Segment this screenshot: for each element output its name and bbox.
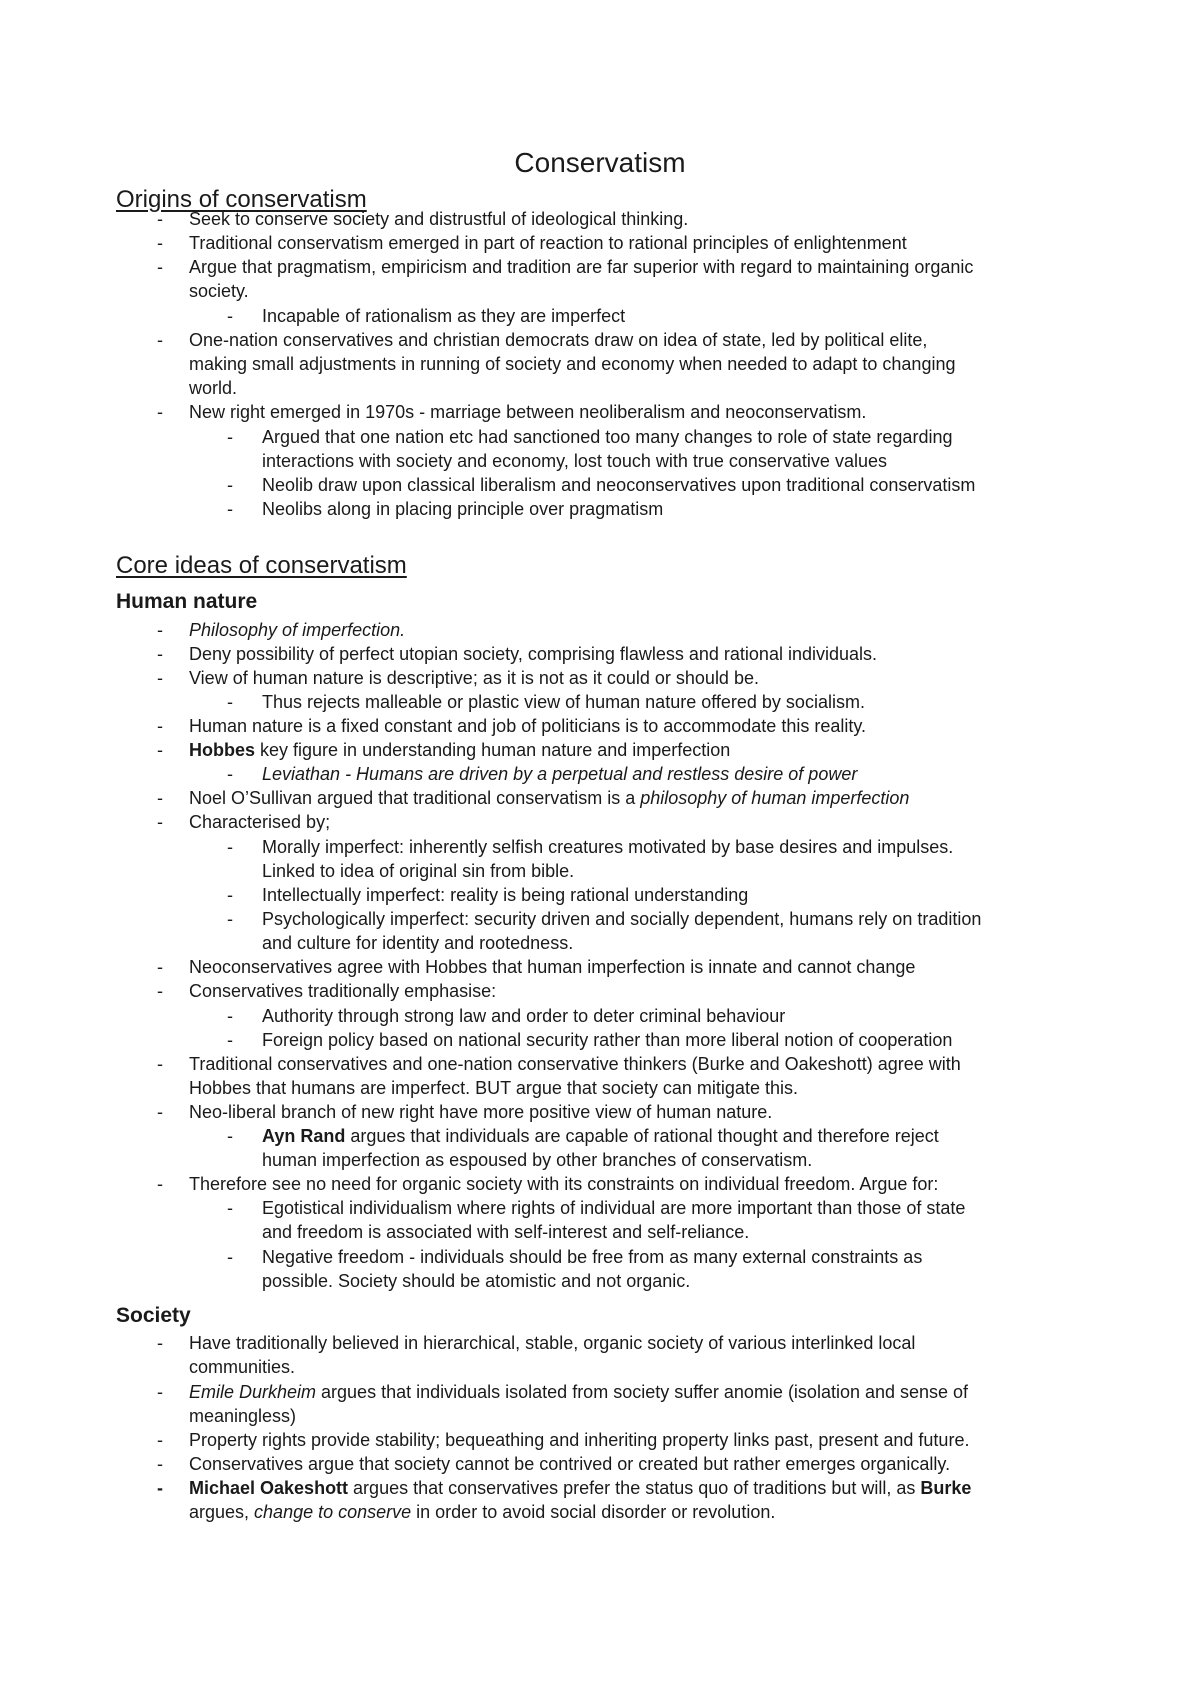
list-item-continuation: meaningless) [189, 1406, 297, 1426]
sub-list-item: Negative freedom - individuals should be free from as many external constraints as [262, 1247, 923, 1267]
list-item: One-nation conservatives and christian democrats draw on idea of state, led by political elite, [189, 330, 928, 350]
list-item: Neoconservatives agree with Hobbes that human imperfection is innate and cannot change [189, 957, 916, 977]
bullet-dash: - [157, 257, 163, 277]
bullet-dash: - [227, 885, 233, 905]
bullet-dash: - [157, 1430, 163, 1450]
bullet-dash: - [157, 644, 163, 664]
sub-list-item: Leviathan - Humans are driven by a perpetual and restless desire of power [262, 764, 858, 784]
list-item: Traditional conservatives and one-nation conservative thinkers (Burke and Oakeshott) agree with [189, 1054, 961, 1074]
sub-list-item-continuation: human imperfection as espoused by other branches of conservatism. [262, 1150, 813, 1170]
bullet-dash: - [227, 306, 233, 326]
sub-list-item-continuation: interactions with society and economy, lost touch with true conservative values [262, 451, 887, 471]
bullet-dash: - [227, 1247, 233, 1267]
bullet-dash: - [157, 740, 163, 760]
sub-list-item: Intellectually imperfect: reality is being rational understanding [262, 885, 749, 905]
sub-list-item: Thus rejects malleable or plastic view of human nature offered by socialism. [262, 692, 865, 712]
list-item: Have traditionally believed in hierarchical, stable, organic society of various interlinked local [189, 1333, 916, 1353]
list-item: Philosophy of imperfection. [189, 620, 406, 640]
list-item: Neo-liberal branch of new right have more positive view of human nature. [189, 1102, 773, 1122]
bullet-dash: - [157, 209, 163, 229]
bullet-dash: - [227, 764, 233, 784]
list-item: Human nature is a fixed constant and job of politicians is to accommodate this reality. [189, 716, 867, 736]
italic-phrase: philosophy of human imperfection [640, 788, 910, 808]
list-item [189, 738, 730, 762]
list-item: Characterised by; [189, 812, 331, 832]
document-title: Conservatism [514, 147, 686, 178]
section-heading-core-ideas: Core ideas of conservatism [116, 552, 407, 579]
bullet-dash: - [227, 499, 233, 519]
list-item-continuation: making small adjustments in running of society and economy when needed to adapt to changing [189, 354, 956, 374]
bold-name-burke: Burke [920, 1478, 972, 1498]
list-item: Deny possibility of perfect utopian society, comprising flawless and rational individuals. [189, 644, 878, 664]
bullet-dash: - [157, 330, 163, 350]
bullet-dash: - [157, 1054, 163, 1074]
bullet-dash: - [227, 692, 233, 712]
italic-name-durkheim: Emile Durkheim [189, 1382, 317, 1402]
sub-list-item-continuation: Linked to idea of original sin from bible. [262, 861, 575, 881]
bold-name-hobbes: Hobbes [189, 740, 256, 760]
list-item: Property rights provide stability; bequeathing and inheriting property links past, present and future. [189, 1430, 970, 1450]
sub-list-item: Neolib draw upon classical liberalism and neoconservatives upon traditional conservatism [262, 475, 976, 495]
bullet-dash: - [157, 402, 163, 422]
bullet-dash: - [157, 1478, 163, 1498]
text-run: argues, [189, 1502, 255, 1522]
sub-list-item [262, 1124, 939, 1148]
sub-list-item: Foreign policy based on national security rather than more liberal notion of cooperation [262, 1030, 953, 1050]
text-run: in order to avoid social disorder or revolution. [411, 1502, 776, 1522]
bullet-dash: - [227, 1198, 233, 1218]
italic-phrase: change to conserve [254, 1502, 412, 1522]
list-item [189, 1476, 971, 1500]
bullet-dash: - [227, 475, 233, 495]
sub-list-item-continuation: and culture for identity and rootedness. [262, 933, 574, 953]
bullet-dash: - [157, 668, 163, 688]
sub-list-item: Egotistical individualism where rights of individual are more important than those of state [262, 1198, 966, 1218]
bullet-dash: - [227, 1126, 233, 1146]
list-item: Argue that pragmatism, empiricism and tradition are far superior with regard to maintaining organic [189, 257, 974, 277]
list-item: Therefore see no need for organic society with its constraints on individual freedom. Argue for: [189, 1174, 939, 1194]
bullet-dash: - [157, 233, 163, 253]
bold-name-oakeshott: Michael Oakeshott [189, 1478, 349, 1498]
bullet-dash: - [157, 1454, 163, 1474]
bullet-dash: - [227, 909, 233, 929]
sub-list-item: Psychologically imperfect: security driven and socially dependent, humans rely on tradition [262, 909, 982, 929]
subheading-society: Society [116, 1304, 191, 1327]
text-run: argues that individuals are capable of rational thought and therefore reject [345, 1126, 939, 1146]
sub-list-item: Morally imperfect: inherently selfish creatures motivated by base desires and impulses. [262, 837, 954, 857]
bullet-dash: - [157, 981, 163, 1001]
bullet-dash: - [157, 1333, 163, 1353]
sub-list-item: Argued that one nation etc had sanctioned too many changes to role of state regarding [262, 427, 953, 447]
subheading-human-nature: Human nature [116, 590, 258, 613]
bullet-dash: - [157, 716, 163, 736]
bullet-dash: - [227, 837, 233, 857]
bullet-dash: - [157, 1174, 163, 1194]
sub-list-item-continuation: possible. Society should be atomistic and not organic. [262, 1271, 691, 1291]
text-run: argues that individuals isolated from society suffer anomie (isolation and sense of [316, 1382, 969, 1402]
list-item [189, 786, 909, 810]
list-item-continuation: Hobbes that humans are imperfect. BUT argue that society can mitigate this. [189, 1078, 798, 1098]
bold-name-ayn-rand: Ayn Rand [262, 1126, 346, 1146]
text-run: argues that conservatives prefer the status quo of traditions but will, as [348, 1478, 921, 1498]
bullet-dash: - [227, 427, 233, 447]
list-item: New right emerged in 1970s - marriage between neoliberalism and neoconservatism. [189, 402, 867, 422]
list-item: Seek to conserve society and distrustful of ideological thinking. [189, 209, 689, 229]
bullet-dash: - [227, 1006, 233, 1026]
bullet-dash: - [157, 1102, 163, 1122]
sub-list-item: Incapable of rationalism as they are imperfect [262, 306, 626, 326]
bullet-dash: - [157, 957, 163, 977]
list-item: Conservatives argue that society cannot be contrived or created but rather emerges organically. [189, 1454, 951, 1474]
list-item [189, 1380, 968, 1404]
list-item: View of human nature is descriptive; as it is not as it could or should be. [189, 668, 759, 688]
bullet-dash: - [227, 1030, 233, 1050]
section-heading-origins: Origins of conservatism [116, 186, 367, 213]
list-item-continuation: world. [189, 378, 238, 398]
sub-list-item-continuation: and freedom is associated with self-interest and self-reliance. [262, 1222, 750, 1242]
bullet-dash: - [157, 620, 163, 640]
bullet-dash: - [157, 812, 163, 832]
list-item-continuation: society. [189, 281, 249, 301]
bullet-dash: - [157, 788, 163, 808]
bullet-dash: - [157, 1382, 163, 1402]
text-run: Noel O’Sullivan argued that traditional conservatism is a [189, 788, 641, 808]
list-item-continuation: communities. [189, 1357, 296, 1377]
list-item: Conservatives traditionally emphasise: [189, 981, 497, 1001]
text-run: key figure in understanding human nature and imperfection [255, 740, 731, 760]
sub-list-item: Authority through strong law and order to deter criminal behaviour [262, 1006, 786, 1026]
list-item: Traditional conservatism emerged in part of reaction to rational principles of enlightenment [189, 233, 907, 253]
list-item-continuation [189, 1500, 775, 1524]
sub-list-item: Neolibs along in placing principle over pragmatism [262, 499, 664, 519]
